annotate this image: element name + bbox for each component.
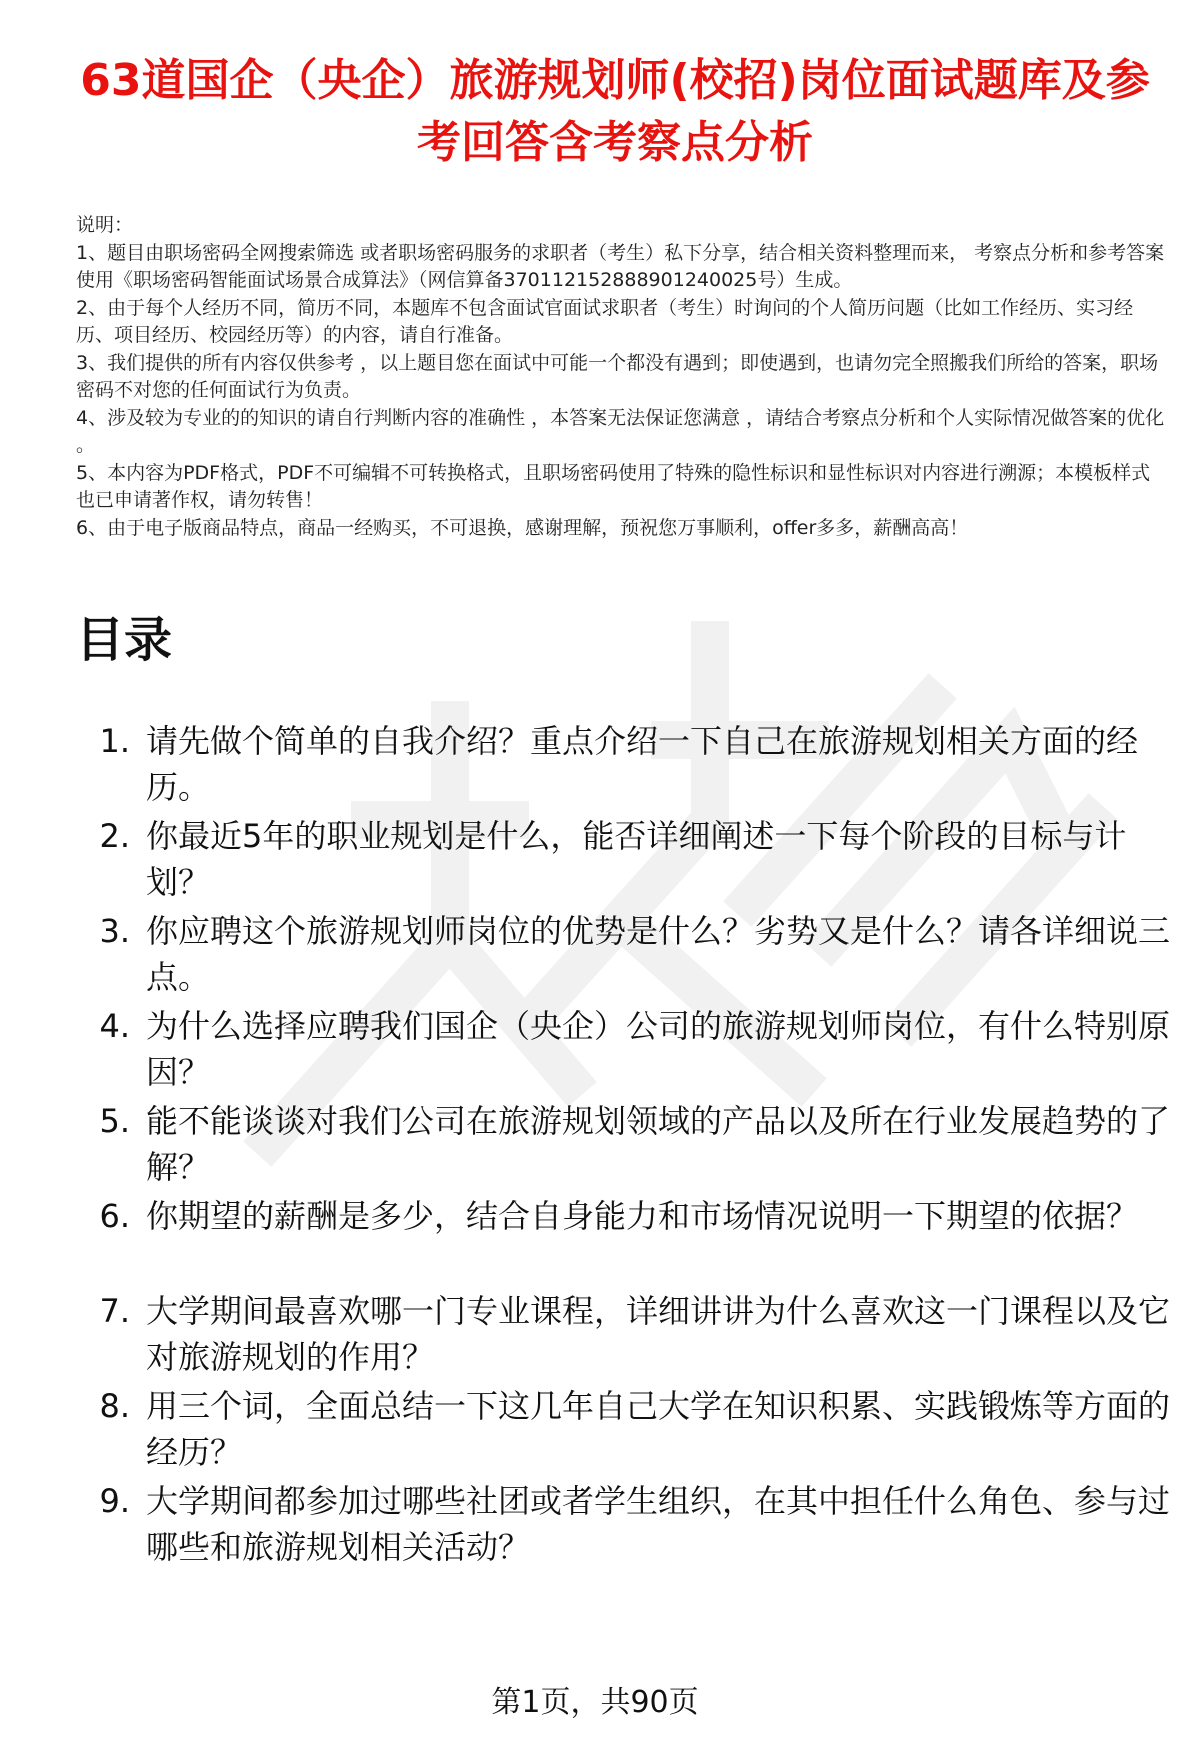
toc-item-text: 你最近5年的职业规划是什么，能否详细阐述一下每个阶段的目标与计划？ [146, 817, 1127, 901]
toc-item-number: 1. [99, 722, 130, 760]
toc-item[interactable] [76, 718, 1176, 813]
toc-item-number: 3. [99, 912, 130, 950]
toc-item-number: 6. [99, 1197, 130, 1235]
toc-item[interactable] [76, 813, 1176, 908]
toc-item[interactable] [76, 1288, 1176, 1383]
toc-item-text: 大学期间都参加过哪些社团或者学生组织，在其中担任什么角色、参与过哪些和旅游规划相关活动？ [146, 1482, 1171, 1566]
toc-item-text: 你应聘这个旅游规划师岗位的优势是什么？劣势又是什么？请各详细说三点。 [146, 912, 1171, 996]
toc-item[interactable] [76, 1098, 1176, 1193]
toc-item-text: 为什么选择应聘我们国企（央企）公司的旅游规划师岗位，有什么特别原因？ [146, 1007, 1171, 1091]
table-of-contents [76, 718, 1176, 1573]
note-item: 3、我们提供的所有内容仅供参考 ，以上题目您在面试中可能一个都没有遇到；即使遇到，也请勿完全照搬我们所给的答案，职场密码不对您的任何面试行为负责。 [76, 351, 1159, 401]
toc-item-number: 8. [99, 1387, 130, 1425]
note-item: 5、本内容为PDF格式，PDF不可编辑不可转换格式，且职场密码使用了特殊的隐性标识和显性标识对内容进行溯源；本模板样式也已申请著作权，请勿转售！ [76, 461, 1151, 511]
note-item: 2、由于每个人经历不同，简历不同，本题库不包含面试官面试求职者（考生）时询问的个人简历问题（比如工作经历、实习经历、项目经历、校园经历等）的内容，请自行准备。 [76, 296, 1134, 346]
toc-item-number: 7. [99, 1292, 130, 1330]
toc-item-number: 4. [99, 1007, 130, 1045]
note-item: 4、涉及较为专业的的知识的请自行判断内容的准确性 ，本答案无法保证您满意 ，请结合考察点分析和个人实际情况做答案的优化 。 [76, 406, 1165, 456]
note-item: 6、由于电子版商品特点，商品一经购买，不可退换，感谢理解，预祝您万事顺利，offer多多，薪酬高高！ [76, 516, 969, 539]
toc-item-text: 能不能谈谈对我们公司在旅游规划领域的产品以及所在行业发展趋势的了解？ [146, 1102, 1171, 1186]
page-number-footer: 第1页，共90页 [491, 1685, 699, 1720]
notes-section [76, 212, 1166, 542]
toc-item[interactable] [76, 1003, 1176, 1098]
toc-item-text: 用三个词，全面总结一下这几年自己大学在知识积累、实践锻炼等方面的经历？ [146, 1387, 1171, 1471]
toc-item-number: 2. [99, 817, 130, 855]
toc-item-text: 大学期间最喜欢哪一门专业课程，详细讲讲为什么喜欢这一门课程以及它对旅游规划的作用？ [146, 1292, 1171, 1376]
toc-heading: 目录 [76, 612, 173, 668]
toc-item-text: 你期望的薪酬是多少，结合自身能力和市场情况说明一下期望的依据？ [146, 1197, 1139, 1235]
notes-heading: 说明： [76, 214, 134, 236]
note-item: 1、题目由职场密码全网搜索筛选 或者职场密码服务的求职者（考生）私下分享，结合相关资料整理而来， 考察点分析和参考答案使用《职场密码智能面试场景合成算法》（网信算备370112152888901240025号）生成。 [76, 241, 1165, 291]
toc-item[interactable] [76, 1478, 1176, 1573]
toc-item-text: 请先做个简单的自我介绍？重点介绍一下自己在旅游规划相关方面的经历。 [146, 722, 1139, 806]
page-title: 63道国企（央企）旅游规划师(校招)岗位面试题库及参考回答含考察点分析 [80, 55, 1150, 168]
toc-item[interactable] [76, 908, 1176, 1003]
toc-item[interactable] [76, 1193, 1176, 1288]
toc-item[interactable] [76, 1383, 1176, 1478]
toc-item-number: 5. [99, 1102, 130, 1140]
toc-item-number: 9. [99, 1482, 130, 1520]
